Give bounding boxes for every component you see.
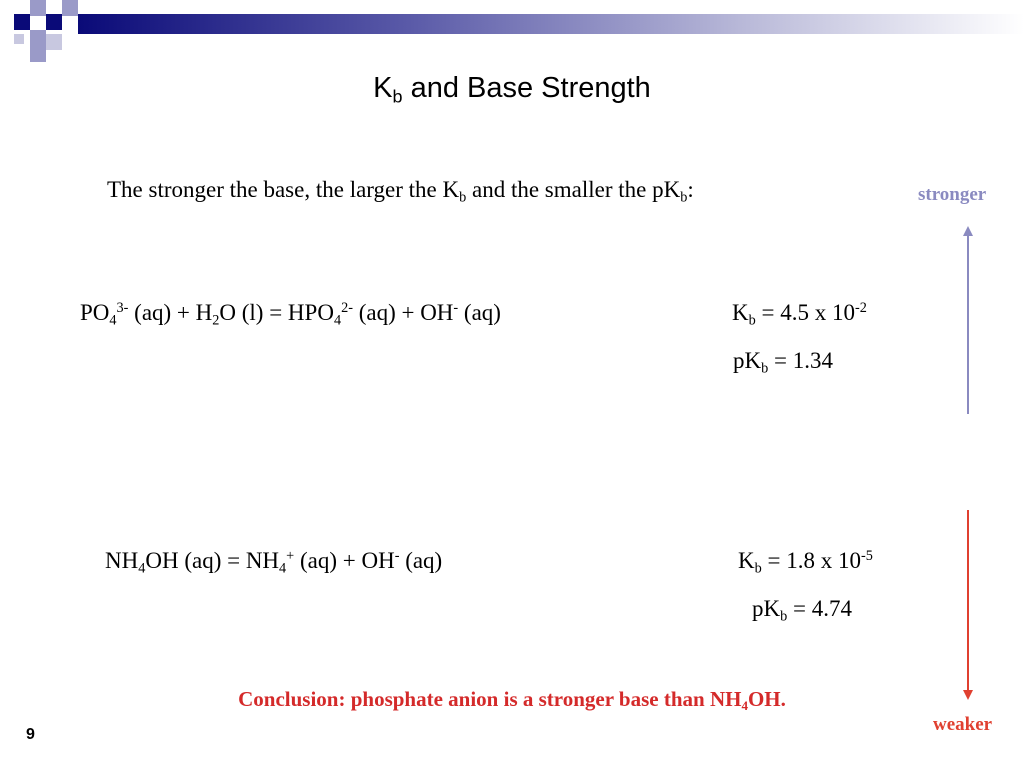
deco-square [30, 30, 46, 46]
deco-square [30, 46, 46, 62]
corner-decoration [0, 0, 80, 64]
kb-ammonium: $K_b = 1.8$ x $10^{-5}$ [738, 548, 873, 577]
kb-phosphate: $K_b = 4.5$ x $10^{-2}$ [732, 300, 867, 329]
deco-square [30, 0, 46, 16]
deco-square [62, 0, 78, 16]
page-number: 9 [26, 726, 35, 743]
deco-square [46, 34, 62, 50]
arrow-up-icon [952, 224, 984, 418]
pkb-phosphate: $pK_b = 1.34$ [733, 348, 833, 377]
stronger-label: stronger [918, 184, 987, 205]
pkb-ammonium: $pK_b = 4.74$ [752, 596, 852, 625]
slide-title: $K_b$ and Base Strength [373, 72, 651, 107]
deco-square [14, 14, 30, 30]
reaction-phosphate: $PO_4^{3-}$ $(aq) + H_2O$ $(l) = HPO_4^{2-}$ (aq) + OH- (aq) [80, 300, 501, 329]
weaker-label: weaker [933, 714, 993, 735]
conclusion-text: Conclusion: phosphate anion is a stronger base than $NH_4OH$. [238, 687, 786, 713]
arrow-down-icon [952, 508, 984, 702]
deco-square [46, 14, 62, 30]
reaction-ammonium: $NH_4OH$ $(aq) = NH_4^+$ (aq) + OH- (aq) [105, 548, 443, 577]
deco-square [14, 34, 24, 44]
intro-text: The stronger the base, the larger the $K_b$ and the smaller the $pK_b$: [107, 177, 694, 206]
title-bar-gradient [78, 14, 1024, 34]
